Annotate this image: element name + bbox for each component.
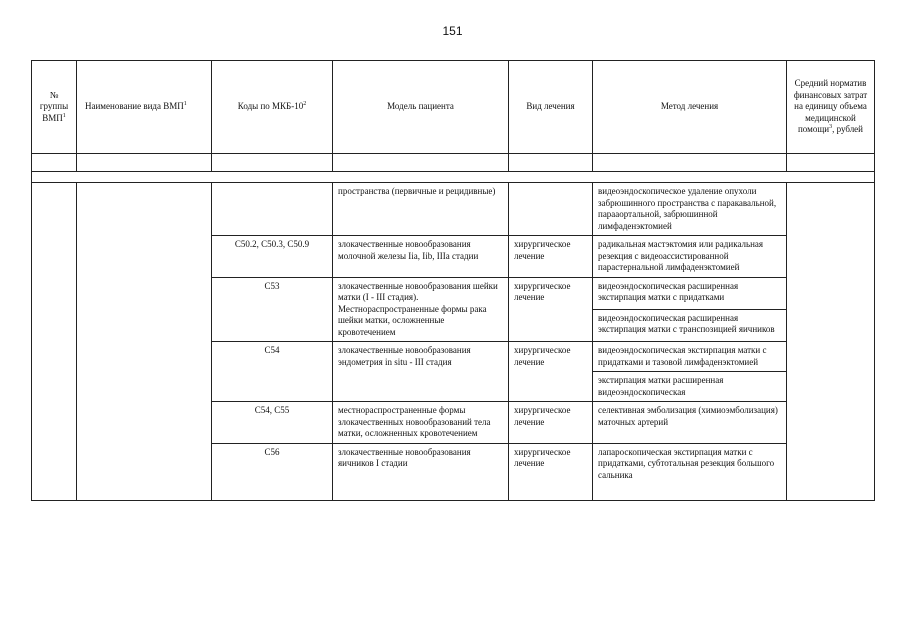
table-row bbox=[32, 183, 875, 236]
model-cell: пространства (первичные и рецидивные) bbox=[333, 183, 509, 236]
header-cost-norm: Средний норматив финансовых затрат на единицу объема медицинской помощи$^3$, рублей bbox=[787, 61, 875, 154]
table-header-row bbox=[32, 61, 875, 154]
codes-cell bbox=[212, 183, 333, 236]
model-cell: злокачественные новообразования эндометрия in situ - III стадия bbox=[333, 342, 509, 402]
model-cell: злокачественные новообразования яичников I стадии bbox=[333, 443, 509, 500]
codes-cell: C56 bbox=[212, 443, 333, 500]
codes-cell: C53 bbox=[212, 277, 333, 342]
method-cell: лапароскопическая экстирпация матки с придатками, субтотальная резекция большого сальника bbox=[593, 443, 787, 500]
header-mkb-codes: Коды по МКБ-$10^2$ bbox=[212, 61, 333, 154]
method-cell: видеоэндоскопическая расширенная экстирпация матки с транспозицией яичников bbox=[593, 309, 787, 341]
header-treatment-type: Вид лечения bbox=[509, 61, 593, 154]
page-number: 151 bbox=[442, 24, 463, 38]
method-cell: селективная эмболизация (химиоэмболизация) маточных артерий bbox=[593, 402, 787, 444]
method-cell: видеоэндоскопическая экстирпация матки с придатками и тазовой лимфаденэктомией bbox=[593, 342, 787, 372]
treatment-cell bbox=[509, 183, 593, 236]
treatment-cell: хирургическое лечение bbox=[509, 402, 593, 444]
header-patient-model: Модель пациента bbox=[333, 61, 509, 154]
header-group-no: № группы ВМП$^1$ bbox=[32, 61, 77, 154]
method-cell: экстирпация матки расширенная видеоэндоскопическая bbox=[593, 372, 787, 402]
blank-row bbox=[32, 154, 875, 172]
codes-cell: C54 bbox=[212, 342, 333, 402]
treatment-cell: хирургическое лечение bbox=[509, 236, 593, 278]
method-cell: видеоэндоскопическое удаление опухоли забрюшинного пространства с паракавальной, парааортальной, забрюшинной лимфаденэктомией bbox=[593, 183, 787, 236]
codes-cell: C54, C55 bbox=[212, 402, 333, 444]
group-no-cell bbox=[32, 183, 77, 501]
header-vmp-name: Наименование вида ВМП$^1$ bbox=[77, 61, 212, 154]
method-cell: видеоэндоскопическая расширенная экстирпация матки с придатками bbox=[593, 277, 787, 309]
codes-cell: C50.2, C50.3, C50.9 bbox=[212, 236, 333, 278]
method-cell: радикальная мастэктомия или радикальная резекция с видеоассистированной парастернальной лимфаденэктомией bbox=[593, 236, 787, 278]
vmp-table bbox=[31, 60, 875, 501]
treatment-cell: хирургическое лечение bbox=[509, 443, 593, 500]
treatment-cell: хирургическое лечение bbox=[509, 342, 593, 402]
cost-cell bbox=[787, 183, 875, 501]
model-cell: злокачественные новообразования шейки матки (I - III стадия). Местнораспространенные формы рака шейки матки, осложненные кровотечением bbox=[333, 277, 509, 342]
vmp-name-cell bbox=[77, 183, 212, 501]
model-cell: местнораспространенные формы злокачественных новообразований тела матки, осложненных кровотечением bbox=[333, 402, 509, 444]
model-cell: злокачественные новообразования молочной железы Iia, Iib, IIIa стадии bbox=[333, 236, 509, 278]
treatment-cell: хирургическое лечение bbox=[509, 277, 593, 342]
gap-row bbox=[32, 172, 875, 183]
header-treatment-method: Метод лечения bbox=[593, 61, 787, 154]
